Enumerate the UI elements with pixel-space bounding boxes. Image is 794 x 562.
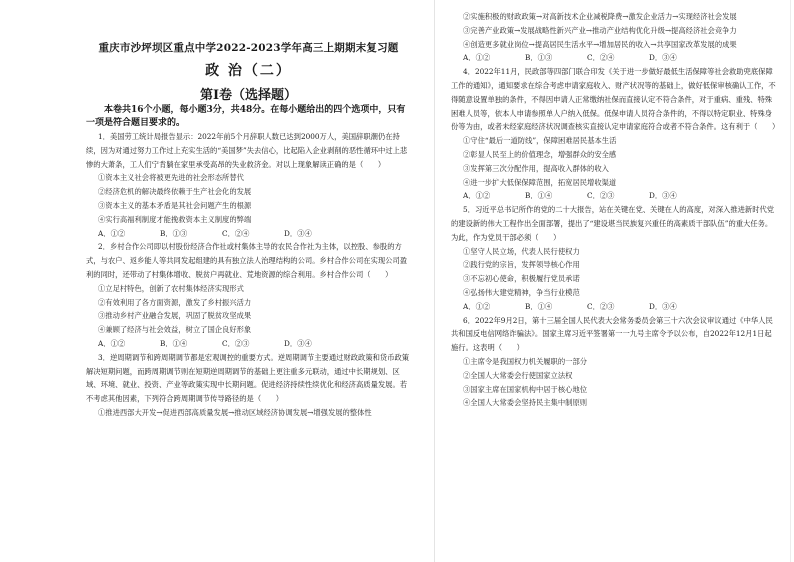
question-3-continued	[451, 10, 780, 410]
option-item: ②践行党的宗旨，发挥领导核心作用	[463, 260, 580, 270]
option-item: ③资本主义的基本矛盾是其社会问题产生的根源	[98, 200, 252, 210]
question-stem: 3．逆周期调节和跨周期调节都是宏观调控的重要方式。逆周期调节主要通过财政政策和货币政策解决短期问题，而跨周期调节则在短期逆周期调节的基础上更注重多元联动，通过中长期规划、区域、环境、就业、投资、产业等政策实现中长期问题。促进经济持续性续优化和经济高质量发展。若不考虑其他因素，下列符合跨周期调节传导路径的是（ ）	[86, 352, 410, 404]
option-item: ③国家主席在国家机构中居于核心地位	[463, 384, 588, 394]
answer-choices	[451, 189, 776, 203]
right-column	[451, 0, 780, 562]
question-stem: 6．2022年9月2日，第十三届全国人民代表大会常务委员会第三十六次会议审议通过《中华人民共和国反电信网络诈骗法》。国家主席习近平签署第一一九号主席令予以公布，自2022年12月1日起施行。这表明（ ）	[451, 315, 773, 353]
question-stem: 5．习近平总书记所作的党的二十大报告，站在关键在党、关键在人的高度，对深入推进新时代党的建设新的伟大工程作出全面部署，提出了“建设堪当民族复兴重任的高素质干部队伍”的重大任务。为此，作为党员干部必须（ ）	[451, 205, 775, 242]
option-item: ②经济危机的解决最终依赖于生产社会化的发展	[98, 187, 252, 197]
option-item: ③推动乡村产业融合发展，巩固了脱贫攻坚成果	[98, 311, 252, 321]
option-item: ④创造更多就业岗位→提高居民生活水平→增加居民的收入→共享国家改革发展的成果	[463, 39, 737, 49]
question-1	[86, 130, 411, 420]
option-item: ③完善产业政策→发展战略性新兴产业→推动产业结构优化升级→提高经济社会竞争力	[463, 25, 737, 35]
option-item: ①推进西部大开发→促进西部高质量发展→推动区域经济协调发展→增强发展的整体性	[98, 407, 372, 417]
answer-choices	[451, 300, 776, 314]
answer-choices	[451, 51, 776, 65]
option-item: ④全国人大常委会坚持民主集中制原则	[463, 398, 588, 408]
option-item: ①主席令是我国权力机关履职的一部分	[463, 356, 588, 366]
answer-choices	[86, 227, 411, 241]
option-item: ④兼顾了经济与社会效益，树立了国企良好形象	[98, 325, 252, 335]
page-edge-line	[790, 0, 791, 562]
option-item: ③不忘初心使命，积极履行党员承诺	[463, 274, 580, 284]
option-item: ②有效利用了各方面资源，激发了乡村振兴活力	[98, 297, 252, 307]
answer-d: D．③④	[649, 53, 677, 63]
option-item: ③发挥第三次分配作用，提高收入群体的收入	[463, 163, 609, 173]
option-item: ②彰显人民至上的价值理念，增强群众的安全感	[463, 149, 617, 159]
option-item: ②实施积极的财政政策→对高新技术企业减税降费→激发企业活力→实现经济社会发展	[463, 12, 737, 21]
question-stem: 1．美国劳工统计局报告显示：2022年前5个月辞职人数已达到2000万人，美国辞职潮仍在持续，因为对通过努力工作过上充实生活的“美国梦”失去信心，比起陷入企业剥削的恶性循环中过上悲惨的大萧条，工人们宁肯躺在家里承受高昂的失业救济金。对以上现象解读正确的是（ ）	[86, 132, 408, 169]
answer-a: A．①②	[98, 228, 126, 238]
option-item: ②全国人大常委会行使国家立法权	[463, 370, 573, 380]
option-item: ④进一步扩大低保保障范围，拓宽居民增收渠道	[463, 177, 617, 187]
answer-c: C．②③	[222, 338, 250, 348]
question-stem: 4．2022年11月，民政部等四部门联合印发《关于进一步做好最低生活保障等社会救助兜底保障工作的通知》，通知要求在综合考虑申请家庭收入、财产状况等的基础上，做好低保审核确认工作，不得随意设置单独的条件，不得因申请人正常缴纳社保而直接认定不符合条件，对于重病、重残、特殊困难人员等，依本人申请参照单人户纳入低保。低保申请人员符合条件的，不得以特定职业、特殊身份等为由，或者未经家庭经济状况调查核实直接认定申请家庭符合或者不符合条件。这有利于（ ）	[451, 67, 780, 132]
left-column	[86, 0, 411, 562]
option-item: ①坚守人民立场，代表人民行使权力	[463, 246, 580, 256]
answer-b: B．①④	[525, 191, 553, 201]
answer-a: A．①②	[463, 301, 491, 311]
answer-c: C．②④	[587, 53, 615, 63]
exam-title: 重庆市沙坪坝区重点中学2022-2023学年高三上期期末复习题	[98, 42, 399, 54]
option-item: ④弘扬伟大建党精神，争当行业模范	[463, 287, 580, 297]
column-divider	[434, 0, 435, 562]
answer-d: D．③④	[284, 228, 312, 238]
option-item: ①资本主义社会将被更先进的社会形态所替代	[98, 173, 244, 183]
answer-b: B．①④	[525, 301, 553, 311]
section-instructions: 本卷共16个小题，每小题3分，共48分。在每小题给出的四个选项中，只有一项是符合题目要求的。	[86, 105, 406, 128]
subject-title: 政 治（二）	[205, 63, 292, 79]
answer-c: C．②④	[222, 228, 250, 238]
answer-d: D．③④	[649, 301, 677, 311]
answer-d: D．③④	[284, 338, 312, 348]
answer-b: B．①③	[525, 53, 553, 63]
answer-b: B．①④	[160, 338, 188, 348]
option-item: ①守住“最后一道防线”，保障困难居民基本生活	[463, 136, 617, 146]
part-title: 第Ⅰ卷（选择题）	[199, 88, 298, 103]
answer-choices	[86, 337, 411, 351]
option-item: ④实行高福利制度才能挽救资本主义制度的弊端	[98, 214, 252, 224]
answer-a: A．①②	[463, 191, 491, 201]
answer-a: A．①②	[463, 53, 491, 63]
question-stem: 2．乡村合作公司即以村股份经济合作社或村集体主导的农民合作社为主体，以控股、参股的方式，与农户、返乡能人等共同发起组建的具有独立法人治理结构的公司。乡村合作公司在实现公司盈利的同时，还带动了村集体增收、脱贫户再就业、荒地资源的综合利用。乡村合作公司（ ）	[86, 242, 408, 279]
option-item: ①立足村特色，创新了农村集体经济实现形式	[98, 283, 244, 293]
answer-d: D．③④	[649, 191, 677, 201]
answer-a: A．①②	[98, 338, 126, 348]
answer-c: C．②③	[587, 191, 615, 201]
answer-c: C．②③	[587, 301, 615, 311]
answer-b: B．①③	[160, 228, 188, 238]
